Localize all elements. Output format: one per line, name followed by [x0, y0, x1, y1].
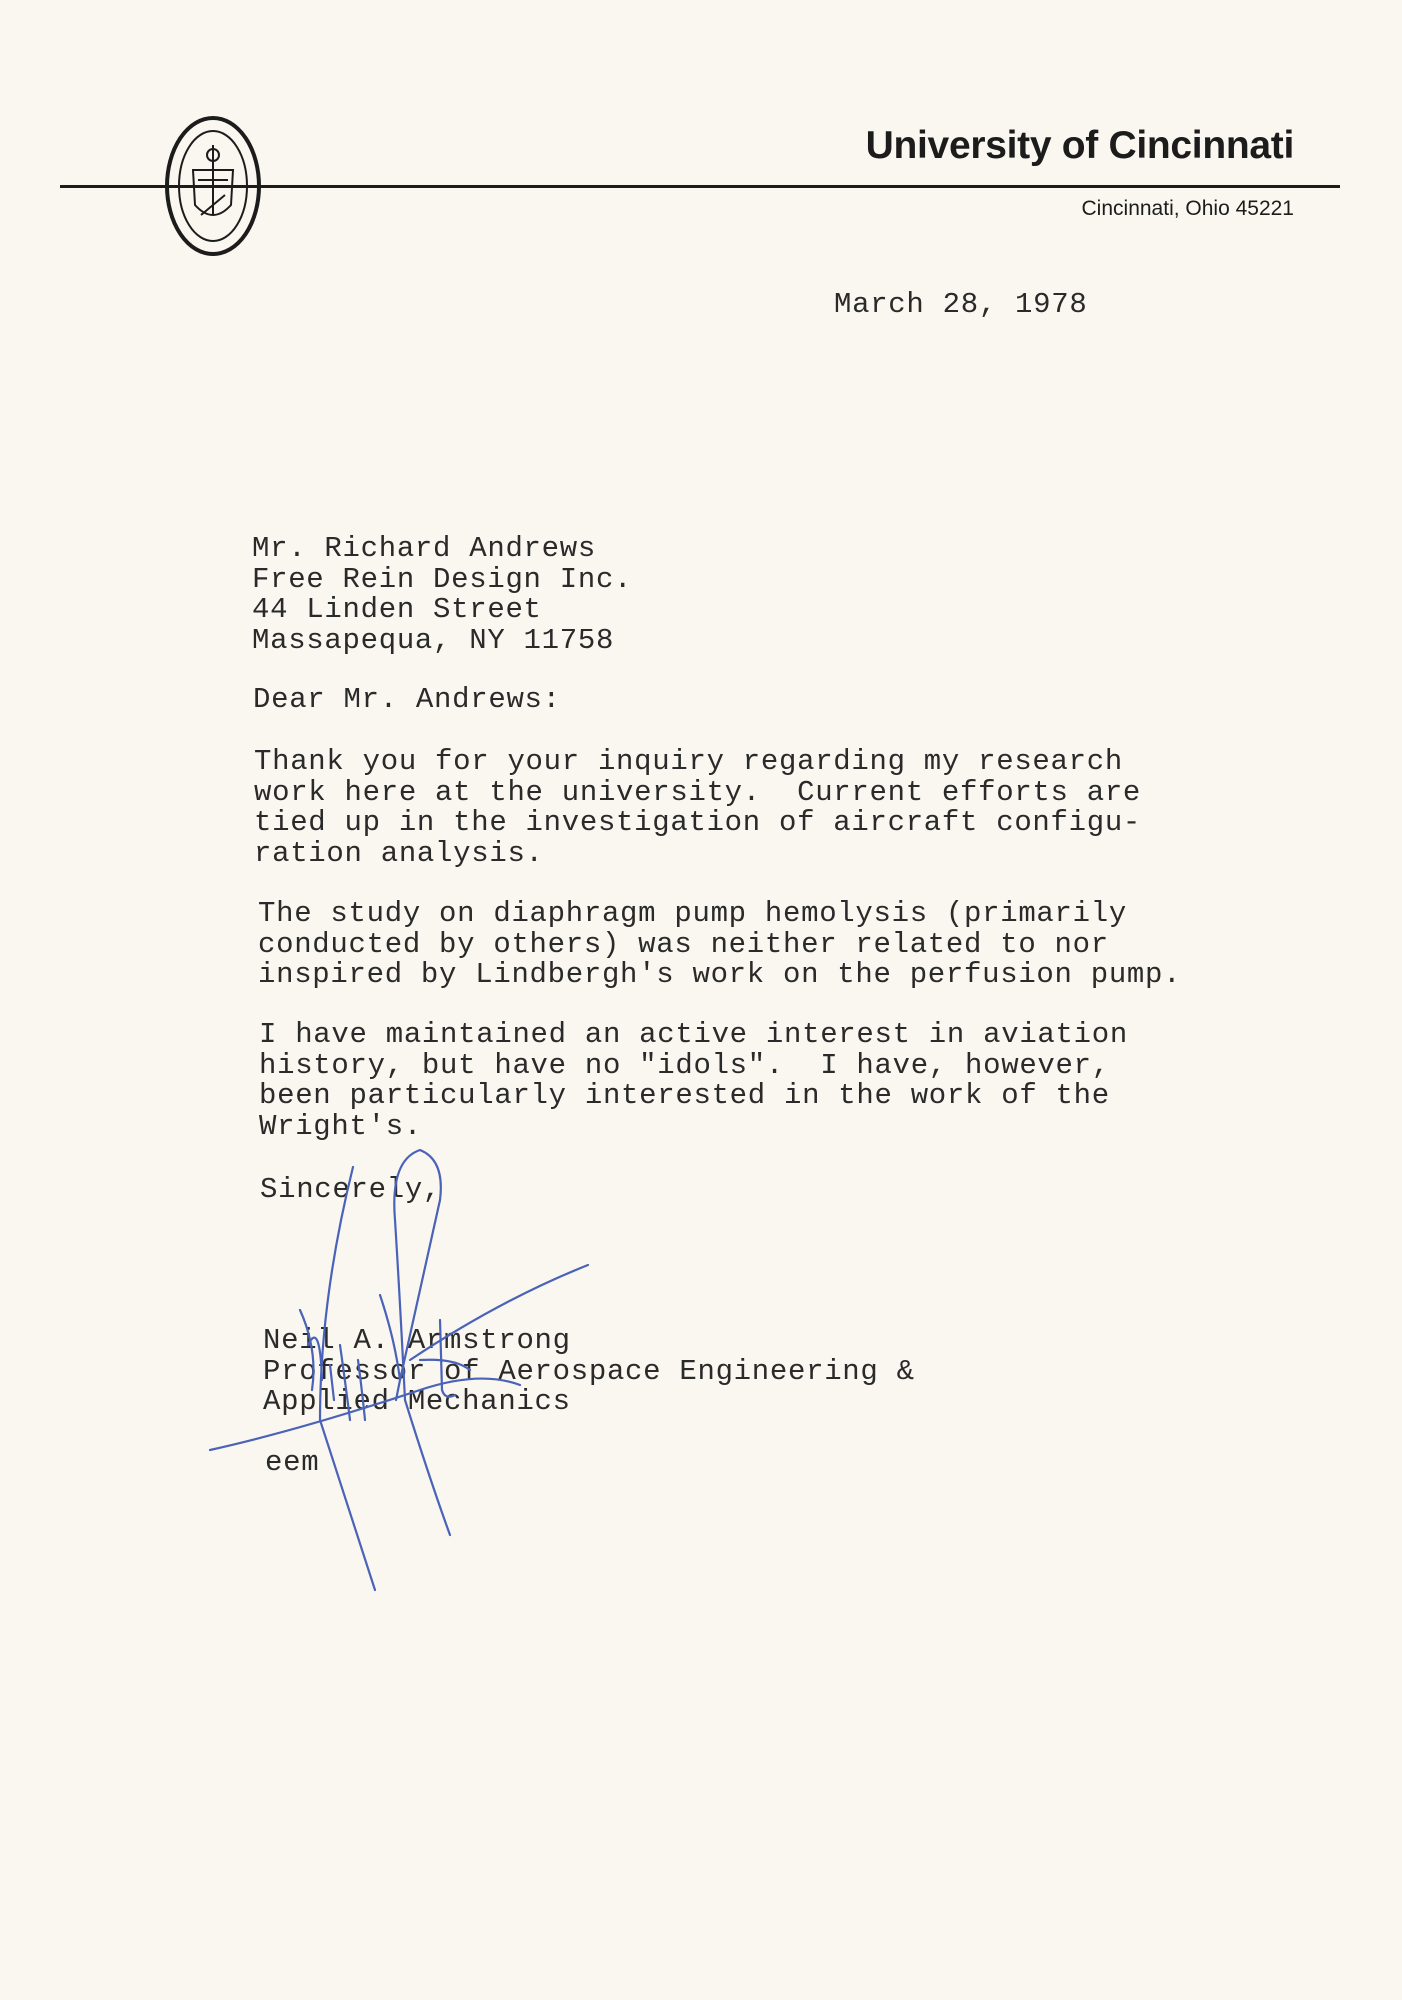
address-line: Mr. Richard Andrews: [252, 532, 596, 565]
institution-name: University of Cincinnati: [865, 124, 1294, 167]
closing: Sincerely,: [260, 1173, 442, 1206]
paragraph-1: [254, 747, 1141, 869]
letterhead-rule: [60, 185, 1340, 188]
body-line: Wright's.: [259, 1109, 422, 1143]
body-line: conducted by others) was neither related to nor: [258, 927, 1109, 961]
signatory-block: [263, 1326, 915, 1418]
body-line: I have maintained an active interest in aviation: [259, 1018, 1128, 1051]
signatory-name: Neil A. Armstrong: [263, 1324, 571, 1357]
typist-initials: eem: [265, 1446, 320, 1479]
paragraph-3: [259, 1020, 1128, 1142]
institution-address: Cincinnati, Ohio 45221: [1081, 197, 1294, 220]
body-line: history, but have no "idols". I have, however,: [259, 1048, 1110, 1082]
signatory-title: Professor of Aerospace Engineering &: [263, 1354, 915, 1388]
body-line: work here at the university. Current efforts are: [254, 775, 1142, 809]
signatory-title: Applied Mechanics: [263, 1385, 571, 1419]
address-line: Massapequa, NY 11758: [252, 623, 615, 657]
address-line: 44 Linden Street: [252, 593, 542, 627]
salutation: Dear Mr. Andrews:: [253, 683, 561, 716]
body-line: ration analysis.: [254, 836, 544, 870]
body-line: been particularly interested in the work of the: [259, 1079, 1110, 1113]
paragraph-2: [258, 899, 1181, 991]
body-line: inspired by Lindbergh's work on the perfusion pump.: [258, 958, 1182, 992]
recipient-address: [252, 534, 632, 656]
body-line: Thank you for your inquiry regarding my research: [254, 745, 1123, 778]
address-line: Free Rein Design Inc.: [252, 562, 633, 596]
body-line: tied up in the investigation of aircraft configu-: [254, 806, 1142, 840]
letter-date: March 28, 1978: [834, 288, 1088, 321]
body-line: The study on diaphragm pump hemolysis (primarily: [258, 897, 1127, 930]
